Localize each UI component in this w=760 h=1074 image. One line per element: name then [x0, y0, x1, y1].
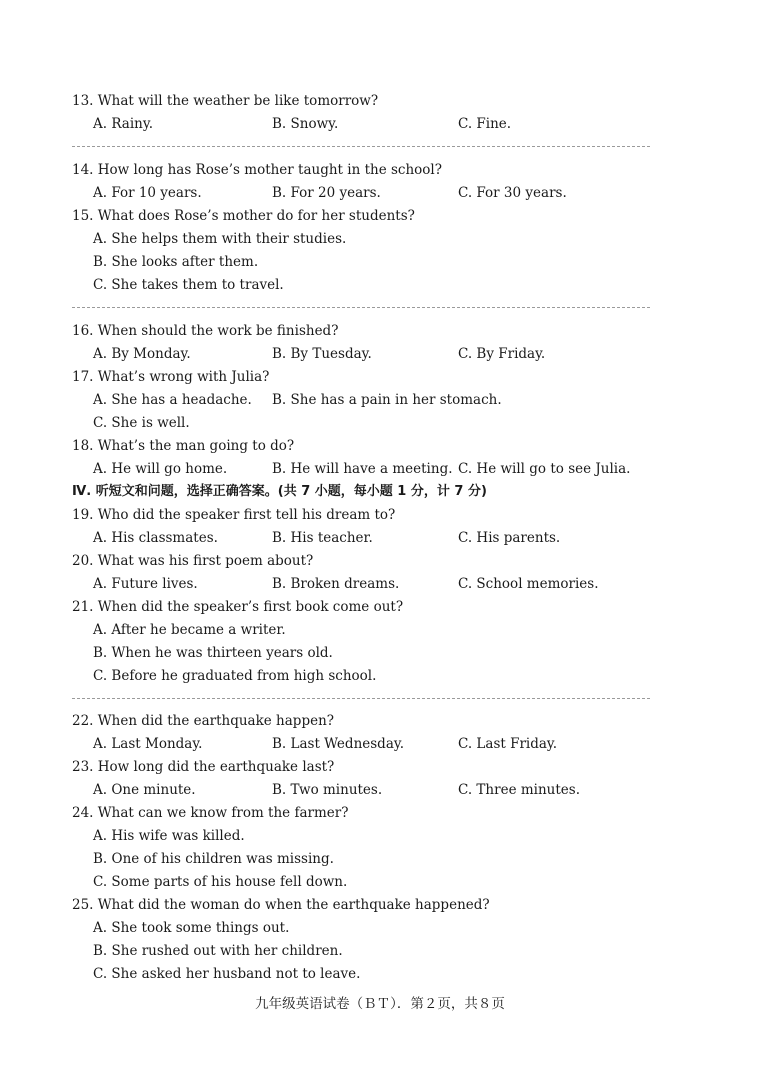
question-16-option-b: B. By Tuesday.	[272, 346, 372, 362]
question-23-option-a: A. One minute.	[93, 782, 196, 798]
question-13-option-c: C. Fine.	[458, 116, 512, 132]
dashed-divider	[72, 307, 650, 308]
question-25-option-b: B. She rushed out with her children.	[93, 943, 343, 959]
question-16-option-a: A. By Monday.	[93, 346, 191, 362]
question-18-option-c: C. He will go to see Julia.	[458, 461, 631, 477]
question-15-stem: 15. What does Rose’s mother do for her students?	[72, 208, 415, 224]
question-18-option-a: A. He will go home.	[93, 461, 228, 477]
question-14-stem: 14. How long has Rose’s mother taught in the school?	[72, 162, 442, 178]
dashed-divider	[72, 698, 650, 699]
question-22-option-b: B. Last Wednesday.	[272, 736, 404, 752]
question-21-stem: 21. When did the speaker’s first book come out?	[72, 599, 404, 615]
question-22-option-c: C. Last Friday.	[458, 736, 558, 752]
question-16-option-c: C. By Friday.	[458, 346, 546, 362]
question-17-option-a: A. She has a headache.	[93, 392, 252, 408]
question-24-stem: 24. What can we know from the farmer?	[72, 805, 349, 821]
question-25-stem: 25. What did the woman do when the earthquake happened?	[72, 897, 490, 913]
question-17-stem: 17. What’s wrong with Julia?	[72, 369, 270, 385]
question-13-stem: 13. What will the weather be like tomorrow?	[72, 93, 379, 109]
question-23-option-b: B. Two minutes.	[272, 782, 383, 798]
question-20-stem: 20. What was his first poem about?	[72, 553, 314, 569]
question-16-stem: 16. When should the work be finished?	[72, 323, 339, 339]
question-13-option-a: A. Rainy.	[93, 116, 153, 132]
question-19-stem: 19. Who did the speaker first tell his dream to?	[72, 507, 396, 523]
question-19-option-b: B. His teacher.	[272, 530, 373, 546]
page-footer: 九年级英语试卷（ＢＴ）．第２页，共８页	[255, 996, 505, 1012]
question-14-option-a: A. For 10 years.	[93, 185, 202, 201]
question-22-stem: 22. When did the earthquake happen?	[72, 713, 335, 729]
question-25-option-a: A. She took some things out.	[93, 920, 290, 936]
question-18-option-b: B. He will have a meeting.	[272, 461, 453, 477]
question-15-option-b: B. She looks after them.	[93, 254, 259, 270]
question-24-option-c: C. Some parts of his house fell down.	[93, 874, 348, 890]
question-14-option-c: C. For 30 years.	[458, 185, 567, 201]
question-14-option-b: B. For 20 years.	[272, 185, 381, 201]
question-18-stem: 18. What’s the man going to do?	[72, 438, 295, 454]
question-21-option-b: B. When he was thirteen years old.	[93, 645, 333, 661]
question-25-option-c: C. She asked her husband not to leave.	[93, 966, 361, 982]
question-24-option-b: B. One of his children was missing.	[93, 851, 334, 867]
question-22-option-a: A. Last Monday.	[93, 736, 203, 752]
question-21-option-c: C. Before he graduated from high school.	[93, 668, 377, 684]
question-15-option-a: A. She helps them with their studies.	[93, 231, 347, 247]
question-21-option-a: A. After he became a writer.	[93, 622, 286, 638]
question-20-option-b: B. Broken dreams.	[272, 576, 400, 592]
section-4-heading: Ⅳ. 听短文和问题，选择正确答案。(共 7 小题，每小题 1 分，计 7 分)	[72, 484, 487, 499]
dashed-divider	[72, 146, 650, 147]
question-23-option-c: C. Three minutes.	[458, 782, 580, 798]
question-15-option-c: C. She takes them to travel.	[93, 277, 284, 293]
question-24-option-a: A. His wife was killed.	[93, 828, 245, 844]
question-20-option-c: C. School memories.	[458, 576, 599, 592]
question-17-option-c: C. She is well.	[93, 415, 190, 431]
question-19-option-c: C. His parents.	[458, 530, 561, 546]
question-17-option-b: B. She has a pain in her stomach.	[272, 392, 502, 408]
question-23-stem: 23. How long did the earthquake last?	[72, 759, 335, 775]
question-20-option-a: A. Future lives.	[93, 576, 198, 592]
question-13-option-b: B. Snowy.	[272, 116, 339, 132]
question-19-option-a: A. His classmates.	[93, 530, 218, 546]
